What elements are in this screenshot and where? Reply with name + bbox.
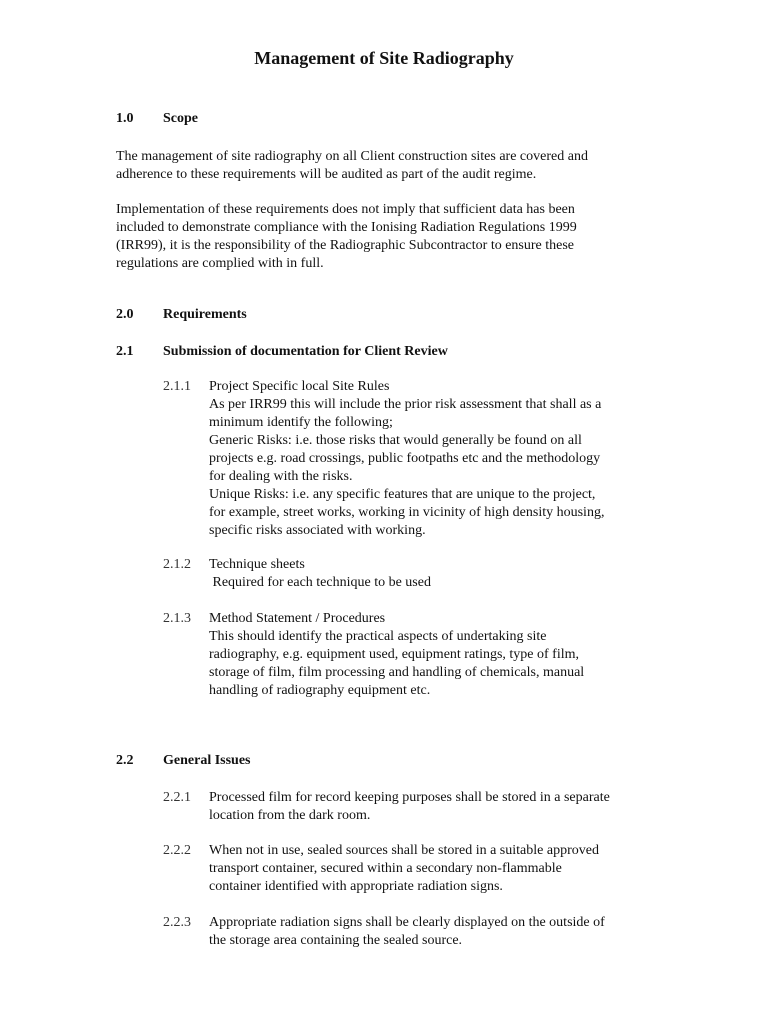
item-body <box>209 610 649 700</box>
subsection-title: General Issues <box>163 753 251 768</box>
item-body <box>209 556 649 592</box>
text-line: Implementation of these requirements does not imply that sufficient data has been <box>116 202 575 217</box>
text-line: specific risks associated with working. <box>209 523 426 538</box>
subsection-number: 2.1 <box>116 344 134 359</box>
text-line: regulations are complied with in full. <box>116 256 324 271</box>
text-line: container identified with appropriate radiation signs. <box>209 879 503 894</box>
text-line: Required for each technique to be used <box>209 575 431 590</box>
subsection-heading-submission <box>116 344 448 360</box>
item-body <box>209 842 649 896</box>
text-line: When not in use, sealed sources shall be stored in a suitable approved <box>209 843 599 858</box>
section-number: 1.0 <box>116 111 134 126</box>
text-line: Method Statement / Procedures <box>209 611 386 626</box>
text-line: (IRR99), it is the responsibility of the Radiographic Subcontractor to ensure these <box>116 238 575 253</box>
item-body <box>209 378 649 540</box>
text-line: The management of site radiography on all Client construction sites are covered and <box>116 149 588 164</box>
text-line: Unique Risks: i.e. any specific features that are unique to the project, <box>209 487 596 502</box>
subsection-number: 2.2 <box>116 753 134 768</box>
subsection-heading-general-issues <box>116 753 251 769</box>
item-number: 2.1.1 <box>163 379 191 394</box>
scope-paragraph-1 <box>116 148 641 184</box>
document-title: Management of Site Radiography <box>254 48 514 68</box>
text-line: adherence to these requirements will be audited as part of the audit regime. <box>116 167 537 182</box>
text-line: handling of radiography equipment etc. <box>209 683 431 698</box>
section-title: Requirements <box>163 307 247 322</box>
text-line: projects e.g. road crossings, public footpaths etc and the methodology <box>209 451 601 466</box>
item-number: 2.2.3 <box>163 915 191 930</box>
text-line: transport container, secured within a secondary non-flammable <box>209 861 562 876</box>
section-heading-scope <box>116 111 198 127</box>
text-line: minimum identify the following; <box>209 415 393 430</box>
text-line: location from the dark room. <box>209 808 371 823</box>
text-line: for example, street works, working in vicinity of high density housing, <box>209 505 605 520</box>
text-line: Appropriate radiation signs shall be clearly displayed on the outside of <box>209 915 605 930</box>
text-line: As per IRR99 this will include the prior risk assessment that shall as a <box>209 397 602 412</box>
text-line: Technique sheets <box>209 557 305 572</box>
item-number: 2.1.2 <box>163 557 191 572</box>
text-line: included to demonstrate compliance with the Ionising Radiation Regulations 1999 <box>116 220 577 235</box>
text-line: for dealing with the risks. <box>209 469 353 484</box>
subsection-title: Submission of documentation for Client Review <box>163 344 448 359</box>
item-number: 2.2.2 <box>163 843 191 858</box>
section-number: 2.0 <box>116 307 134 322</box>
section-heading-requirements <box>116 307 247 323</box>
scope-paragraph-2 <box>116 201 641 273</box>
text-line: Generic Risks: i.e. those risks that would generally be found on all <box>209 433 582 448</box>
text-line: the storage area containing the sealed source. <box>209 933 463 948</box>
text-line: This should identify the practical aspects of undertaking site <box>209 629 547 644</box>
item-body <box>209 914 649 950</box>
text-line: radiography, e.g. equipment used, equipment ratings, type of film, <box>209 647 580 662</box>
item-number: 2.1.3 <box>163 611 191 626</box>
text-line: storage of film, film processing and handling of chemicals, manual <box>209 665 585 680</box>
text-line: Project Specific local Site Rules <box>209 379 390 394</box>
item-number: 2.2.1 <box>163 790 191 805</box>
text-line: Processed film for record keeping purposes shall be stored in a separate <box>209 790 610 805</box>
section-title: Scope <box>163 111 198 126</box>
item-body <box>209 789 649 825</box>
